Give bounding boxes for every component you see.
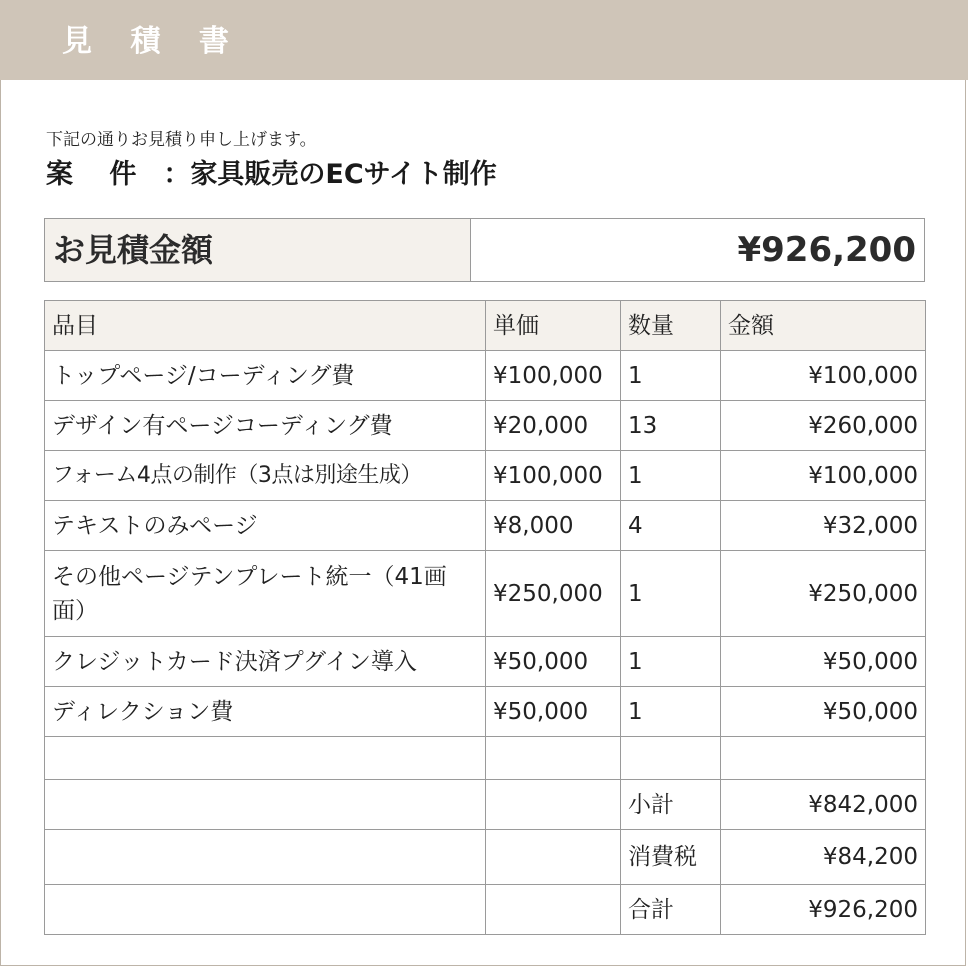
empty-cell [486,885,621,935]
empty-cell [45,780,486,830]
item-cell: クレジットカード決済プグイン導入 [45,637,486,687]
amount-cell: ¥100,000 [721,351,926,401]
quantity-cell: 1 [621,551,721,637]
unit-price-cell: ¥100,000 [486,351,621,401]
amount-cell: ¥32,000 [721,501,926,551]
item-cell: デザイン有ページコーディング費 [45,401,486,451]
total-label: 合計 [621,885,721,935]
quantity-cell: 4 [621,501,721,551]
empty-cell [45,885,486,935]
header-unit-price: 単価 [486,301,621,351]
quantity-cell: 1 [621,351,721,401]
item-cell: トップページ/コーディング費 [45,351,486,401]
quantity-cell: 1 [621,637,721,687]
amount-cell: ¥100,000 [721,451,926,501]
empty-cell [486,737,621,780]
intro-text: 下記の通りお見積り申し上げます。 [46,130,317,150]
empty-cell [721,737,926,780]
header-item: 品目 [45,301,486,351]
unit-price-cell: ¥50,000 [486,687,621,737]
empty-cell [486,780,621,830]
quantity-cell: 1 [621,451,721,501]
total-value: ¥926,200 [721,885,926,935]
amount-cell: ¥50,000 [721,637,926,687]
quantity-cell: 1 [621,687,721,737]
header-amount: 金額 [721,301,926,351]
table-row [45,551,926,637]
table-row [45,351,926,401]
empty-cell [45,737,486,780]
total-row [45,885,926,935]
table-header-row [45,301,926,351]
title-bar [0,0,968,80]
unit-price-cell: ¥8,000 [486,501,621,551]
amount-cell: ¥260,000 [721,401,926,451]
estimate-total-value: ¥926,200 [737,230,916,270]
tax-value: ¥84,200 [721,830,926,885]
table-row [45,637,926,687]
tax-row [45,830,926,885]
empty-cell [621,737,721,780]
amount-cell: ¥250,000 [721,551,926,637]
subtotal-value: ¥842,000 [721,780,926,830]
tax-label: 消費税 [621,830,721,885]
item-cell: フォーム4点の制作（3点は別途生成） [45,451,486,501]
unit-price-cell: ¥250,000 [486,551,621,637]
subtotal-row [45,780,926,830]
project-name: 案 件 ：家具販売のECサイト制作 [46,159,497,190]
line-items-table [44,300,926,935]
empty-cell [45,830,486,885]
table-row [45,501,926,551]
quantity-cell: 13 [621,401,721,451]
estimate-total-label: お見積金額 [45,219,471,281]
table-row [45,687,926,737]
unit-price-cell: ¥100,000 [486,451,621,501]
header-quantity: 数量 [621,301,721,351]
subtotal-label: 小計 [621,780,721,830]
empty-cell [486,830,621,885]
amount-cell: ¥50,000 [721,687,926,737]
table-row [45,401,926,451]
item-cell: ディレクション費 [45,687,486,737]
item-cell: テキストのみページ [45,501,486,551]
unit-price-cell: ¥50,000 [486,637,621,687]
document-title: 見 積 書 [62,24,243,59]
item-cell: その他ページテンプレート統一（41画面） [45,551,486,637]
table-row [45,451,926,501]
empty-row [45,737,926,780]
estimate-total-box [44,218,925,282]
unit-price-cell: ¥20,000 [486,401,621,451]
